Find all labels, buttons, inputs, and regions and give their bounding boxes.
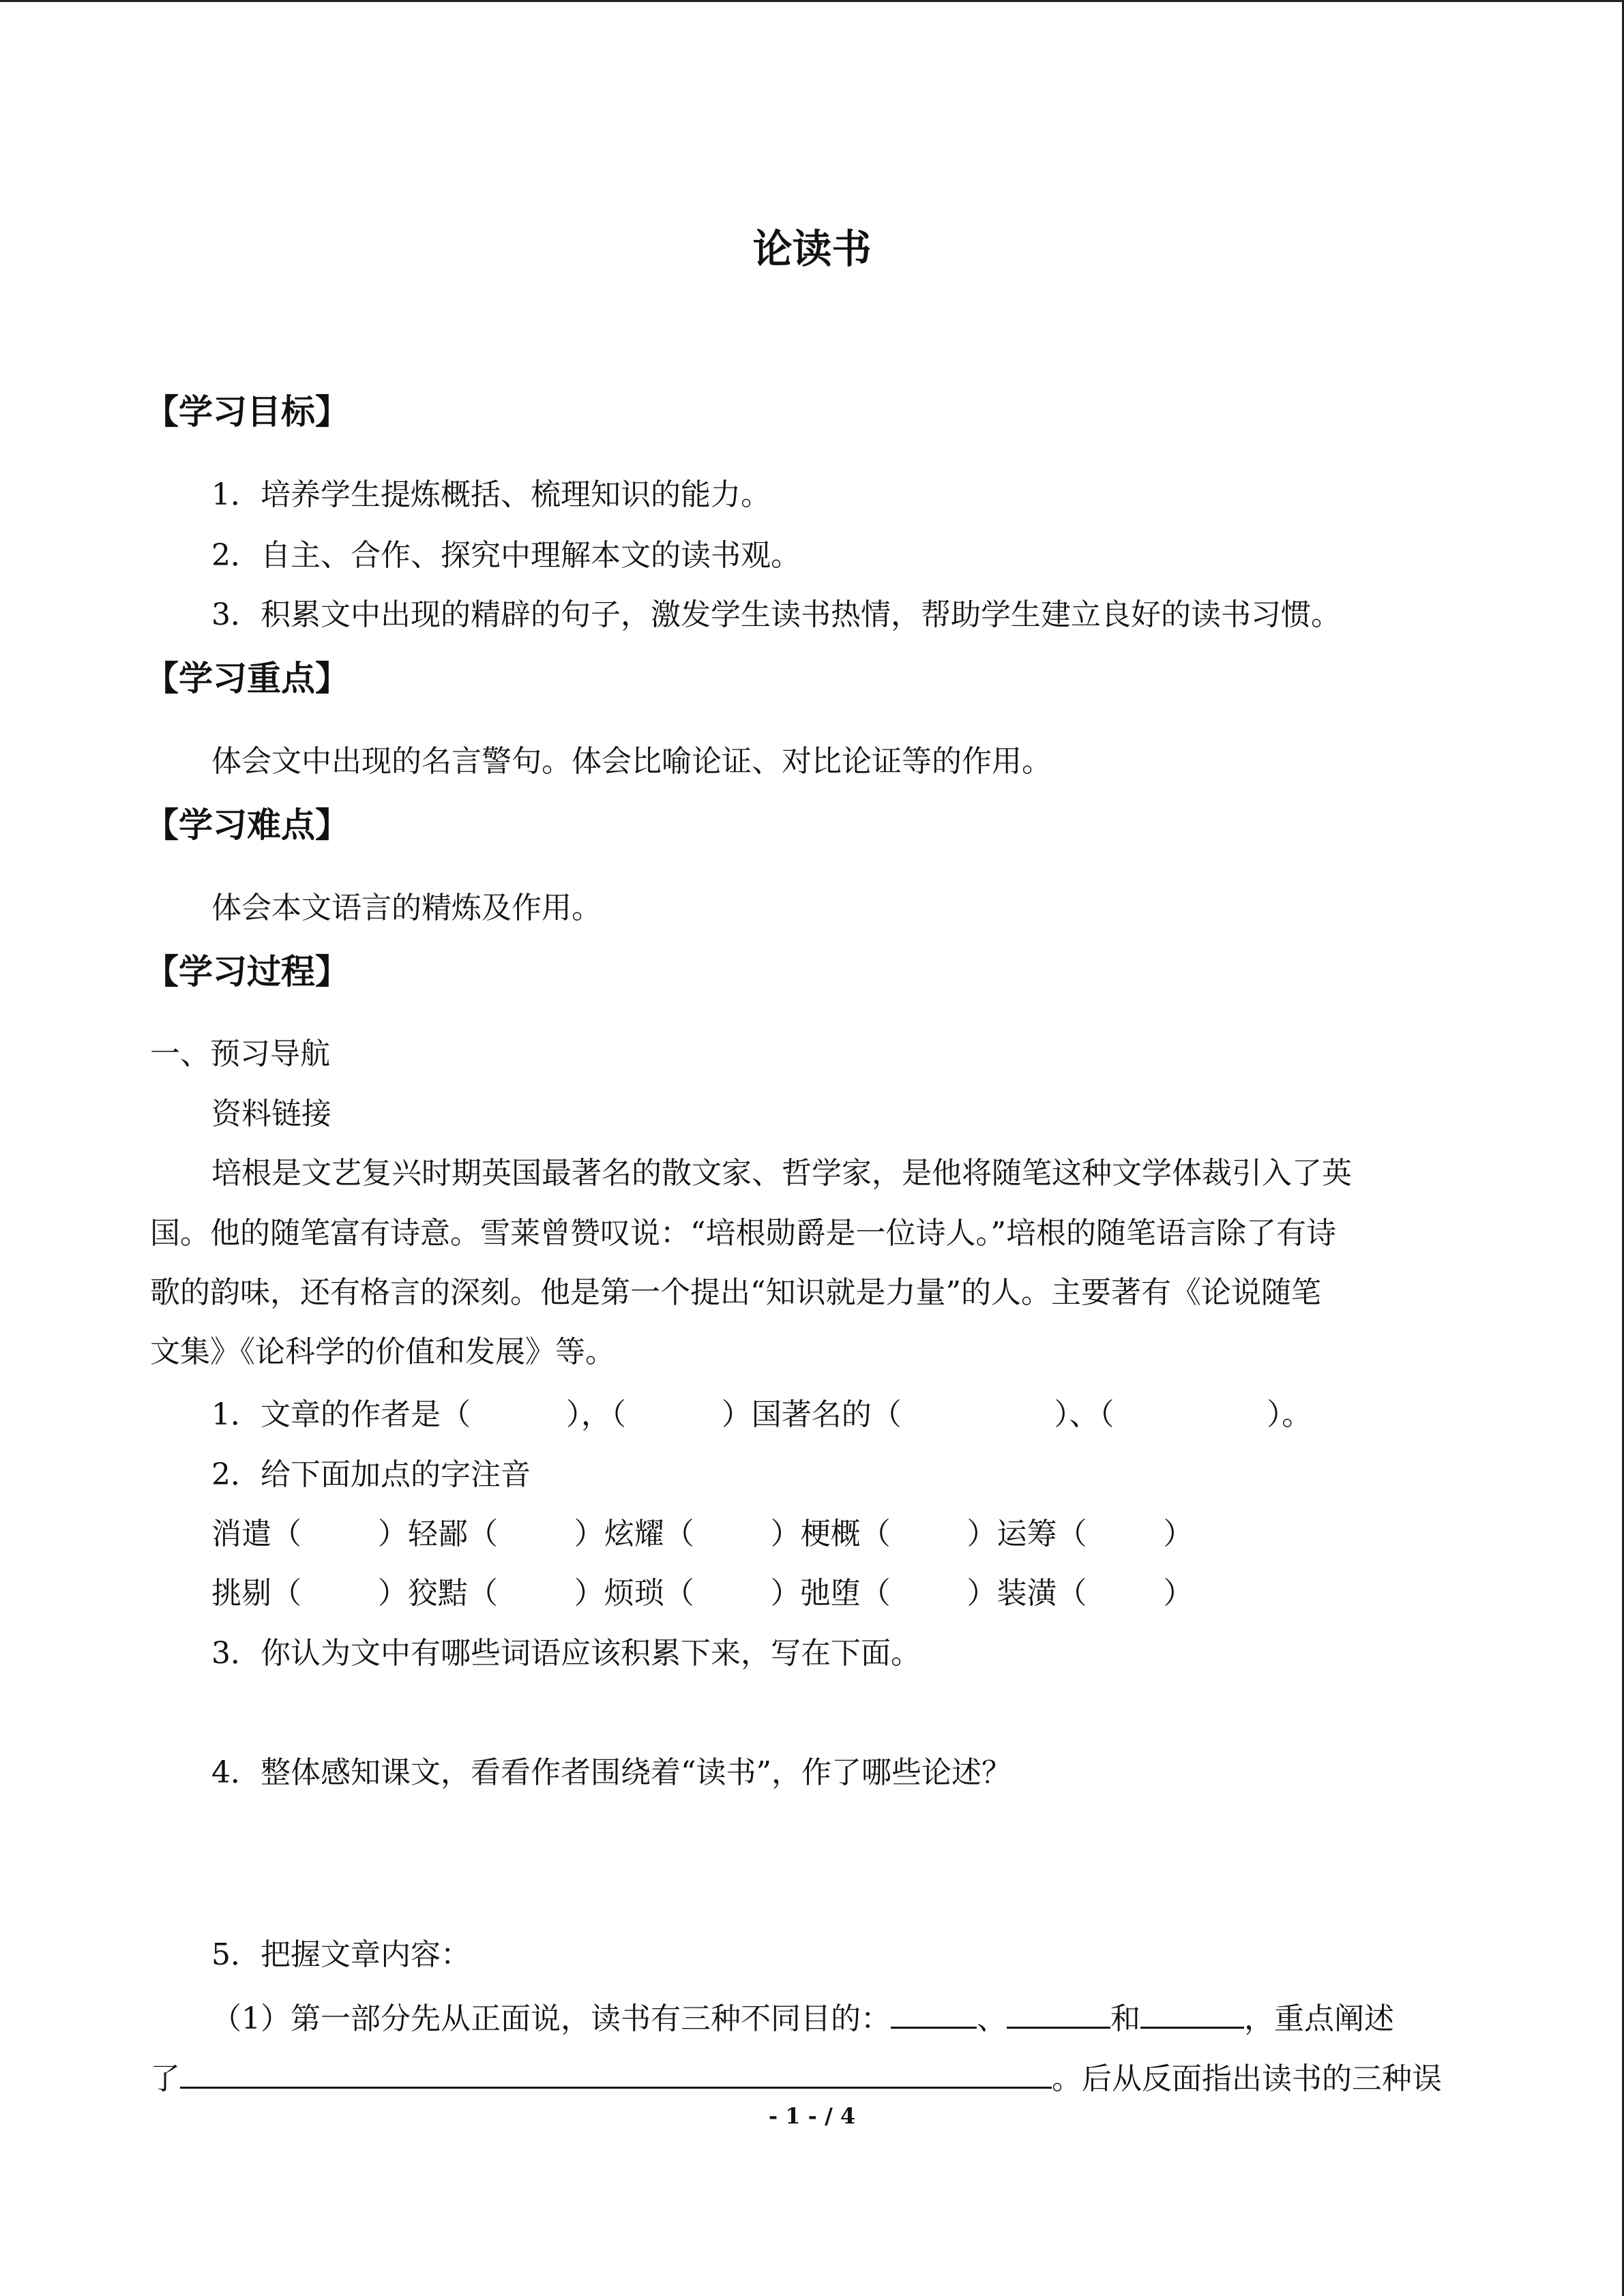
question-5-1-text-b: ，重点阐述 [1244,2001,1394,2036]
question-1: 1．文章的作者是（ ），（ ）国著名的（ ）、（ ）。 [211,1397,1312,1432]
section-heading-difficulties: 【学习难点】 [145,805,349,845]
question-5-1-sep-2: 和 [1110,2001,1140,2036]
question-2: 2．给下面加点的字注音 [211,1457,531,1492]
question-5-1-line-1 [211,1994,1394,2040]
answer-blank-3[interactable] [1140,1994,1244,2029]
answer-blank-2[interactable] [1007,1994,1110,2029]
section-heading-key-points: 【学习重点】 [145,659,349,698]
question-5-1-text-d: 。后从反面指出读书的三种误 [1052,2061,1442,2096]
section-heading-goals: 【学习目标】 [145,392,349,432]
materials-line-3: 歌的韵味，还有格言的深刻。他是第一个提出“知识就是力量”的人。主要著有《论说随笔 [150,1275,1321,1310]
answer-blank-4[interactable] [180,2054,1052,2089]
page-number: - 1 - / 4 [768,2103,856,2129]
question-5-1-text-c: 了 [150,2061,180,2096]
goal-item-3: 3．积累文中出现的精辟的句子，激发学生读书热情，帮助学生建立良好的读书习惯。 [211,597,1341,632]
page-title: 论读书 [752,226,872,272]
section-heading-process: 【学习过程】 [145,952,349,992]
part1-heading: 一、预习导航 [150,1037,330,1071]
goal-item-2: 2．自主、合作、探究中理解本文的读书观。 [211,538,801,573]
question-5-1-line-2 [150,2054,1442,2100]
question-5-1-text-a: （1）第一部分先从正面说，读书有三种不同目的： [211,2001,891,2036]
materials-label: 资料链接 [211,1097,331,1131]
pinyin-row-2: 挑剔（ ）狡黠（ ）烦琐（ ）弛堕（ ）装潢（ ） [211,1576,1194,1611]
materials-line-2: 国。他的随笔富有诗意。雪莱曾赞叹说：“培根勋爵是一位诗人。”培根的随笔语言除了有诗 [150,1216,1336,1251]
pinyin-row-1: 消遣（ ）轻鄙（ ）炫耀（ ）梗概（ ）运筹（ ） [211,1517,1194,1551]
goal-item-1: 1．培养学生提炼概括、梳理知识的能力。 [211,477,771,512]
key-point-text: 体会文中出现的名言警句。体会比喻论证、对比论证等的作用。 [211,744,1052,779]
answer-blank-1[interactable] [891,1994,977,2029]
page-border-top [0,0,1624,2]
materials-line-4: 文集》《论科学的价值和发展》等。 [150,1335,615,1369]
question-5: 5．把握文章内容： [211,1937,471,1972]
difficulty-text: 体会本文语言的精炼及作用。 [211,891,602,925]
question-4: 4．整体感知课文，看看作者围绕着“读书”，作了哪些论述？ [211,1755,1012,1790]
question-5-1-sep-1: 、 [977,2001,1007,2036]
materials-line-1: 培根是文艺复兴时期英国最著名的散文家、哲学家，是他将随笔这种文学体裁引入了英 [211,1156,1352,1191]
question-3: 3．你认为文中有哪些词语应该积累下来，写在下面。 [211,1636,921,1671]
